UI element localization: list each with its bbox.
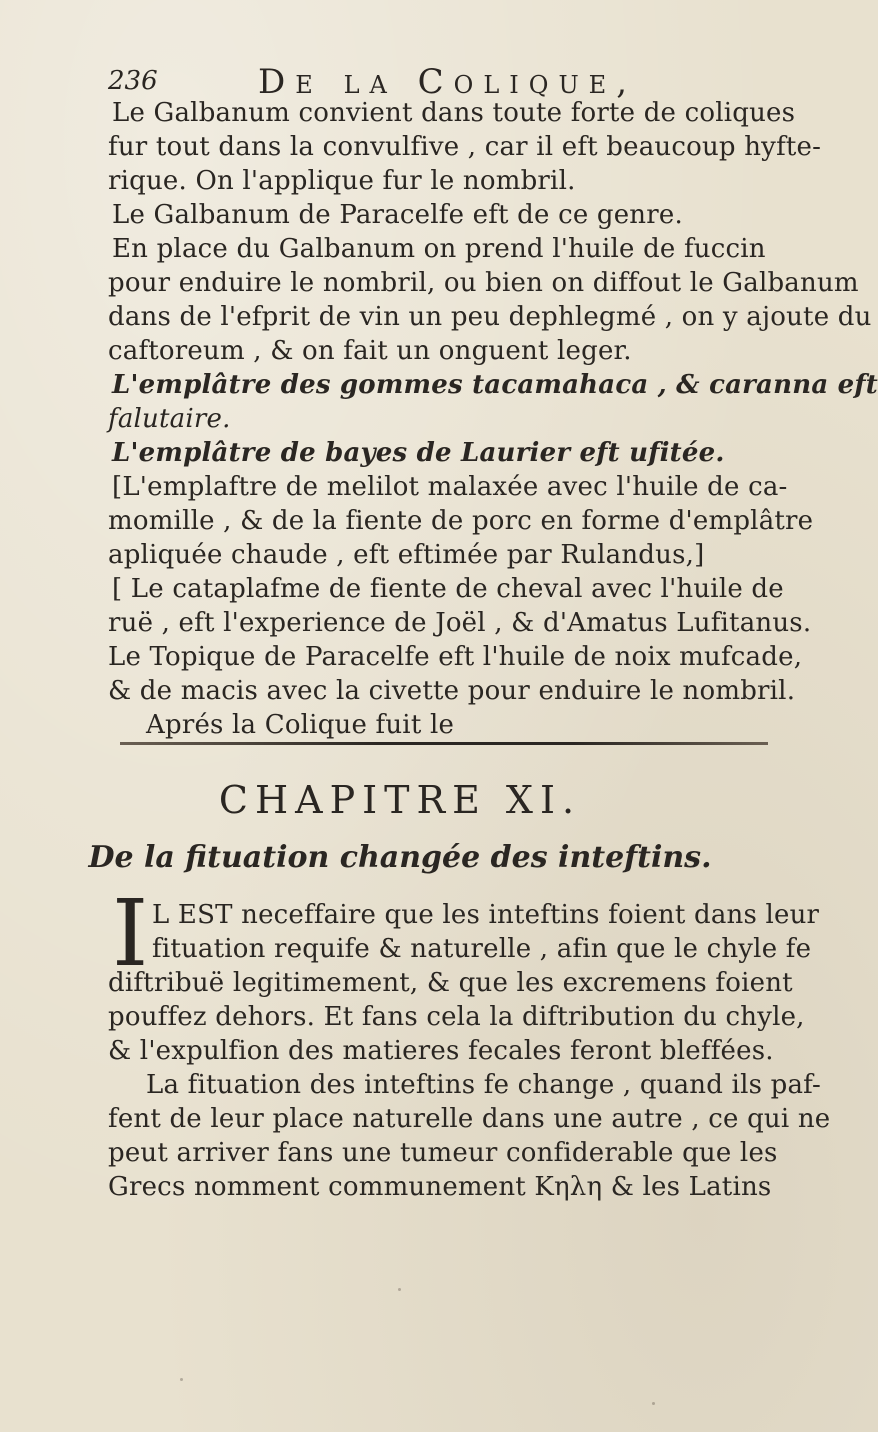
section-divider <box>120 742 768 745</box>
running-head: De la Colique, <box>258 62 638 102</box>
text-line: ruë , eft l'experience de Joël , & d'Amatus Lufitanus. <box>108 608 812 638</box>
drop-cap: I <box>112 880 149 987</box>
text-line: fituation requife & naturelle , afin que le chyle fe <box>152 934 812 964</box>
text-line: & de macis avec la civette pour enduire le nombril. <box>108 676 796 706</box>
text-line: pour enduire le nombril, ou bien on diffout le Galbanum <box>108 268 859 298</box>
text-line: [ Le cataplafme de fiente de cheval avec l'huile de <box>112 574 784 604</box>
text-line: falutaire. <box>108 404 231 434</box>
text-line: pouffez dehors. Et fans cela la diftribution du chyle, <box>108 1002 805 1032</box>
paper-speck <box>180 1378 183 1381</box>
text-line: & l'expulfion des matieres fecales feront bleffées. <box>108 1036 774 1066</box>
text-line: fur tout dans la convulfive , car il eft beaucoup hyfte- <box>108 132 822 162</box>
paper-speck <box>398 1288 401 1291</box>
text-line: peut arriver fans une tumeur confiderable que les <box>108 1138 778 1168</box>
text-line: apliquée chaude , eft eftimée par Rulandus,] <box>108 540 705 570</box>
text-line: fent de leur place naturelle dans une autre , ce qui ne <box>108 1104 831 1134</box>
text-line: L'emplâtre de bayes de Laurier eft ufitée. <box>112 438 725 468</box>
paper-speck <box>652 1402 655 1405</box>
text-line: rique. On l'applique fur le nombril. <box>108 166 576 196</box>
text-line: La fituation des inteftins fe change , quand ils paf- <box>146 1070 822 1100</box>
text-line: Le Galbanum convient dans toute forte de coliques <box>112 98 796 128</box>
text-line: momille , & de la fiente de porc en forme d'emplâtre <box>108 506 814 536</box>
chapter-subtitle: De la fituation changée des inteftins. <box>88 840 712 875</box>
text-line: [L'emplaftre de melilot malaxée avec l'huile de ca- <box>112 472 788 502</box>
text-line: caftoreum , & on fait un onguent leger. <box>108 336 632 366</box>
text-line: L EST neceffaire que les inteftins foient dans leur <box>152 900 820 930</box>
text-line: diftribuë legitimement, & que les excremens foient <box>108 968 793 998</box>
text-line: En place du Galbanum on prend l'huile de fuccin <box>112 234 766 264</box>
text-line: Le Galbanum de Paracelfe eft de ce genre. <box>112 200 683 230</box>
text-line: L'emplâtre des gommes tacamahaca , & caranna eft <box>112 370 878 400</box>
text-line: Aprés la Colique fuit le <box>146 710 455 740</box>
text-line: Le Topique de Paracelfe eft l'huile de noix mufcade, <box>108 642 803 672</box>
chapter-title: CHAPITRE XI. <box>218 778 582 822</box>
text-line: dans de l'efprit de vin un peu dephlegmé , on y ajoute du <box>108 302 872 332</box>
page-number: 236 <box>108 66 158 96</box>
text-line: Grecs nomment communement Κηλη & les Latins <box>108 1172 772 1202</box>
